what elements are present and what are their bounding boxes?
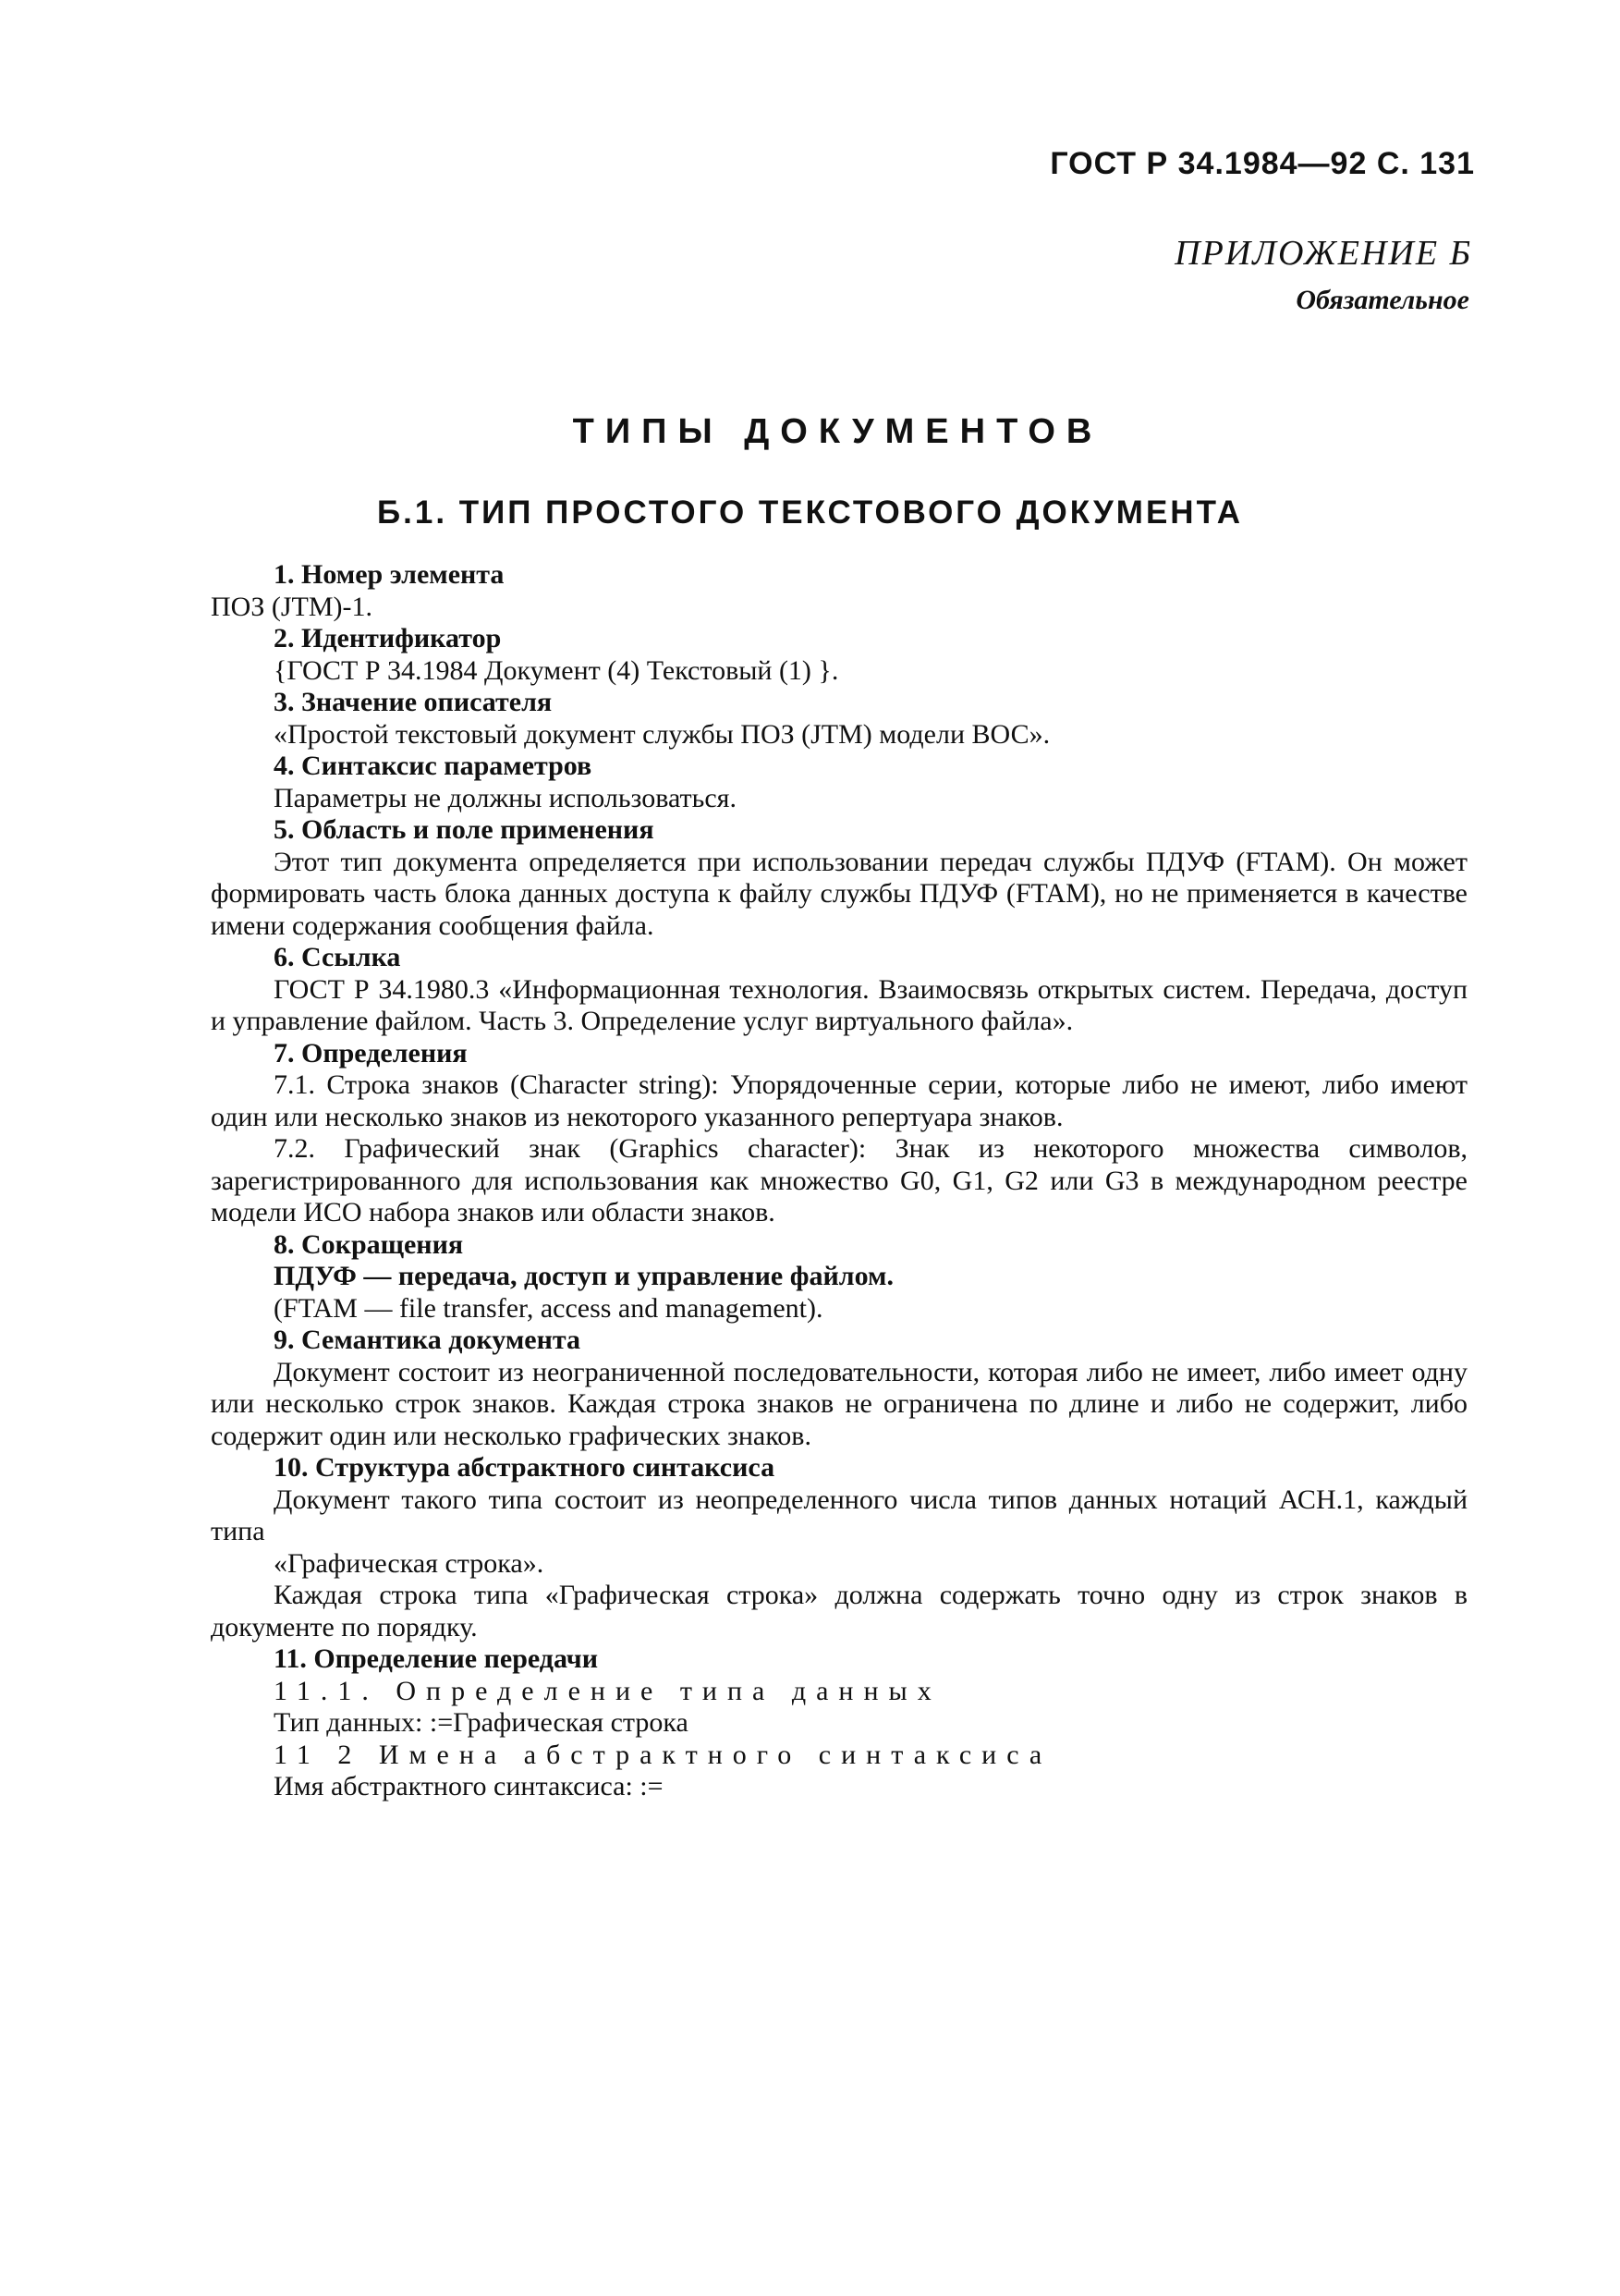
item-heading: 8. Сокращения — [274, 1228, 464, 1260]
definition-paragraph: 7.1. Строка знаков (Character string): Упорядоченные серии, которые либо не имеют, либо имеют один или несколько знаков из некоторого указанного репертуара знаков. — [211, 1069, 1468, 1132]
abbreviation-line: ПДУФ — передача, доступ и управление файлом. — [274, 1261, 894, 1291]
item-heading: 5. Область и поле применения — [274, 814, 654, 845]
section-title: Б.1. ТИП ПРОСТОГО ТЕКСТОВОГО ДОКУМЕНТА — [376, 495, 1244, 531]
subsection-heading: 11 2 Имена абстрактного синтаксиса — [274, 1739, 1053, 1770]
item-paragraph: Каждая строка типа «Графическая строка» должна содержать точно одну из строк знаков в документе по порядку. — [211, 1580, 1468, 1643]
item-heading: 1. Номер элемента — [274, 559, 505, 590]
item-heading: 9. Семантика документа — [274, 1325, 580, 1355]
mandatory-label: Обязательное — [1296, 285, 1469, 315]
item-text: «Графическая строка». — [274, 1547, 544, 1579]
subsection-heading: 11.1. Определение типа данных — [274, 1675, 942, 1706]
item-heading: 11. Определение передачи — [274, 1643, 598, 1674]
item-paragraph: Документ состоит из неограниченной последовательности, которая либо не имеет, либо имеет одну или несколько строк знаков. Каждая строка знаков не ограничена по длине и либо не содержит, либо содержит один или несколько графических знаков. — [211, 1356, 1468, 1451]
item-paragraph: ГОСТ Р 34.1980.3 «Информационная технология. Взаимосвязь открытых систем. Передача, доступ и управление файлом. Часть 3. Определение услуг виртуального файла». — [211, 973, 1468, 1036]
item-text: «Простой текстовый документ службы ПОЗ (JTM) модели ВОС». — [274, 718, 1051, 750]
item-paragraph: Этот тип документа определяется при использовании передач службы ПДУФ (FTAM). Он может формировать часть блока данных доступа к файлу службы ПДУФ (FTAM), но не применяется в качестве имени содержания сообщения файла. — [211, 846, 1468, 941]
item-text: ПОЗ (JTM)-1. — [211, 591, 373, 622]
item-heading: 10. Структура абстрактного синтаксиса — [274, 1452, 775, 1483]
item-heading: 7. Определения — [274, 1037, 468, 1069]
document-body — [211, 559, 1468, 1803]
item-heading: 2. Идентификатор — [274, 623, 502, 653]
page-header: ГОСТ Р 34.1984—92 С. 131 — [1050, 146, 1475, 181]
appendix-label: ПРИЛОЖЕНИЕ Б — [1175, 234, 1472, 273]
page-title: ТИПЫ ДОКУМЕНТОВ — [572, 412, 1103, 451]
item-heading: 4. Синтаксис параметров — [274, 751, 592, 781]
item-text: Параметры не должны использоваться. — [274, 782, 737, 813]
item-text: {ГОСТ Р 34.1984 Документ (4) Текстовый (1) }. — [274, 654, 839, 686]
item-text: Имя абстрактного синтаксиса: := — [274, 1771, 664, 1801]
definition-paragraph: 7.2. Графический знак (Graphics character): Знак из некоторого множества символов, зарегистрированного для использования как множество G0, G1, G2 или G3 в международном реестре модели ИСО набора знаков или области знаков. — [211, 1133, 1468, 1227]
item-text: Тип данных: :=Графическая строка — [274, 1707, 688, 1738]
item-heading: 6. Ссылка — [274, 942, 401, 972]
item-paragraph: Документ такого типа состоит из неопределенного числа типов данных нотаций АСН.1, каждый типа — [211, 1484, 1468, 1546]
abbreviation-line: (FTAM — file transfer, access and management). — [274, 1292, 823, 1324]
item-heading: 3. Значение описателя — [274, 687, 553, 717]
